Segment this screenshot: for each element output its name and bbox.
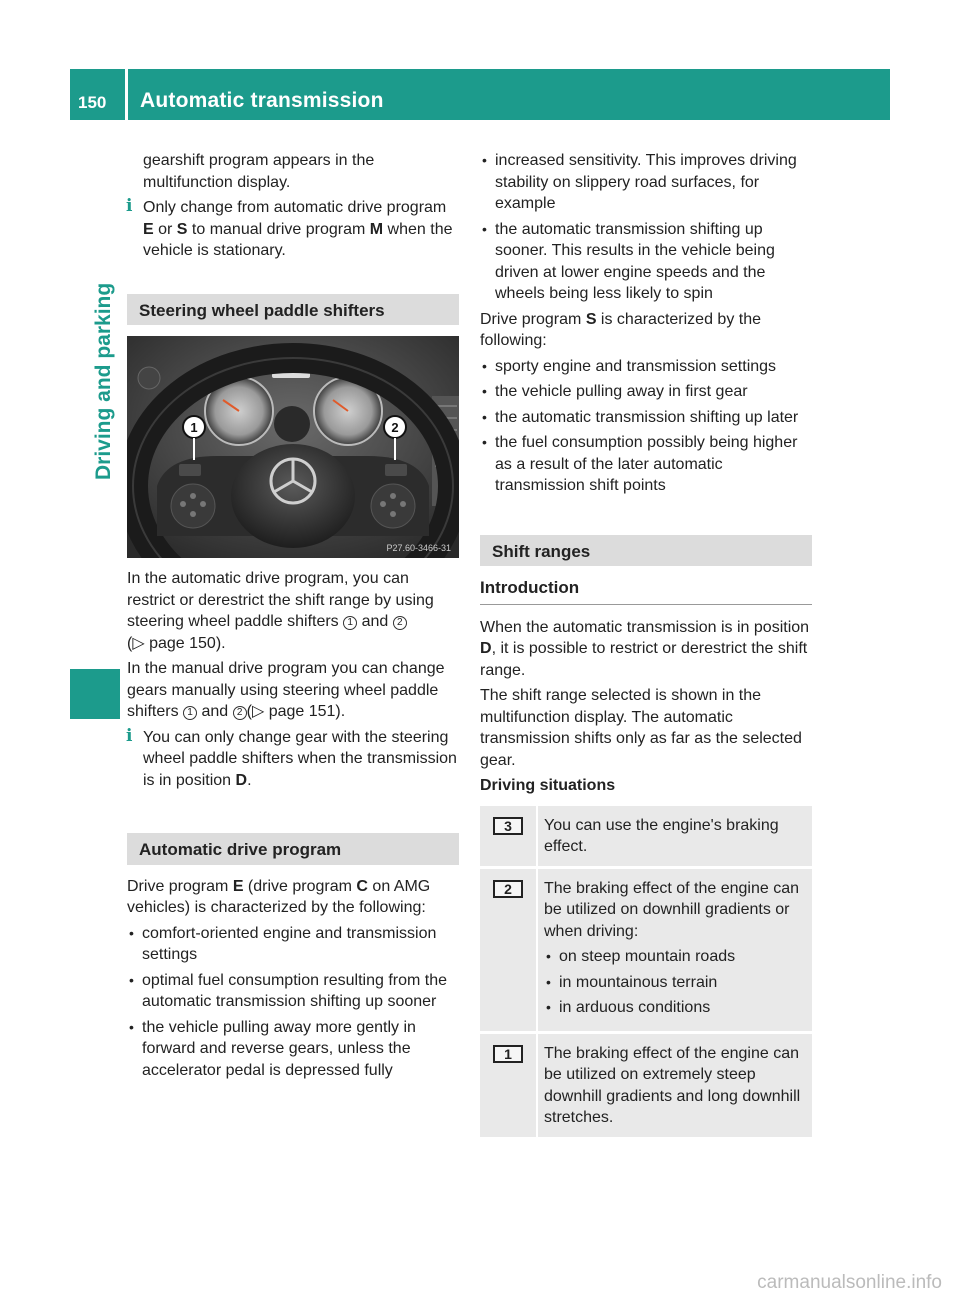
- driving-situations-table: [480, 806, 812, 1140]
- gear-2-key: 2: [493, 880, 523, 898]
- paragraph: The shift range selected is shown in the multifunction display. The automatic transmission shifts only as far as the selected gear.: [480, 687, 802, 769]
- paragraph: Drive program S is characterized by the following:: [480, 310, 762, 349]
- section-heading-shift-ranges: Shift ranges: [480, 535, 812, 567]
- callout-2-label: 2: [391, 420, 399, 435]
- info-note: i You can only change gear with the steering wheel paddle shifters when the transmission is in position D.: [126, 725, 457, 789]
- situation-text: The braking effect of the engine can be utilized on downhill gradients or when driving:: [544, 879, 799, 940]
- list-item: • the automatic transmission shifting up later: [480, 407, 812, 429]
- table-row: [480, 806, 812, 869]
- callout-2-ref: 2: [393, 616, 407, 630]
- page-number: 150: [78, 93, 107, 112]
- paragraph: Drive program E (drive program C on AMG vehicles) is characterized by the following:: [127, 877, 431, 916]
- watermark[interactable]: carmanualsonline.info: [757, 1272, 942, 1293]
- callout-1-ref: 1: [183, 706, 197, 720]
- info-note: i Only change from automatic drive program E or S to manual drive program M when the vehicle is stationary.: [126, 196, 453, 259]
- page-reference: (▷ page 151).: [246, 703, 346, 720]
- image-code: P27.60-3466-31: [386, 543, 451, 553]
- table-row: [480, 869, 812, 1034]
- gear-1-key: 1: [493, 1045, 523, 1063]
- paragraph: In the automatic drive program, you can restrict or derestrict the shift range by using steering wheel paddle shifters 1 and 2 (▷ page 150).: [127, 570, 434, 652]
- list-item: • sporty engine and transmission settings: [480, 356, 812, 378]
- list-item: • the vehicle pulling away more gently in forward and reverse gears, unless the accelerator pedal is depressed fully: [127, 1017, 459, 1082]
- page-title: Automatic transmission: [140, 89, 384, 112]
- page-reference: (▷ page 150).: [127, 634, 226, 652]
- subheading-introduction: Introduction: [480, 577, 812, 605]
- section-heading-automatic-drive: Automatic drive program: [127, 833, 459, 865]
- list-item: • comfort-oriented engine and transmission settings: [127, 923, 459, 966]
- steering-wheel-illustration: [127, 336, 459, 558]
- section-tab-marker: [70, 669, 120, 719]
- situation-text: You can use the engine's braking effect.: [544, 816, 779, 855]
- left-column: [127, 150, 459, 1085]
- steering-wheel-photo: [127, 336, 459, 558]
- right-column: [480, 150, 812, 1140]
- paragraph: gearshift program appears in the multifunction display.: [143, 152, 375, 191]
- situation-text: The braking effect of the engine can be utilized on extremely steep downhill gradients and long downhill stretches.: [544, 1044, 801, 1126]
- callout-2-ref: 2: [233, 706, 247, 720]
- list-item: • increased sensitivity. This improves driving stability on slippery road surfaces, for example: [480, 150, 812, 215]
- list-item: • optimal fuel consumption resulting from the automatic transmission shifting up sooner: [127, 970, 459, 1013]
- list-item: • the fuel consumption possibly being higher as a result of the later automatic transmission shift points: [480, 432, 812, 497]
- paragraph: In the manual drive program you can change gears manually using steering wheel paddle shifters 1 and 2 (▷ page 151).: [127, 660, 445, 720]
- info-icon: i: [126, 725, 133, 746]
- header-divider: [125, 69, 128, 120]
- list-item: • in arduous conditions: [544, 997, 806, 1019]
- list-item: • in mountainous terrain: [544, 972, 806, 994]
- info-icon: i: [126, 196, 133, 216]
- section-heading-paddle-shifters: Steering wheel paddle shifters: [127, 294, 459, 326]
- callout-1-ref: 1: [343, 616, 357, 630]
- paragraph: When the automatic transmission is in position D, it is possible to restrict or derestrict the shift range.: [480, 618, 810, 679]
- callout-1-label: 1: [190, 420, 198, 435]
- gear-3-key: 3: [493, 817, 523, 835]
- list-item: • the vehicle pulling away in first gear: [480, 381, 812, 403]
- list-item: • the automatic transmission shifting up sooner. This results in the vehicle being driven at lower engine speeds and the wheels being less likely to spin: [480, 219, 812, 305]
- list-item: • on steep mountain roads: [544, 946, 806, 968]
- driving-situations-label: Driving situations: [480, 777, 616, 794]
- section-tab-label: Driving and parking: [92, 282, 115, 480]
- table-row: [480, 1034, 812, 1140]
